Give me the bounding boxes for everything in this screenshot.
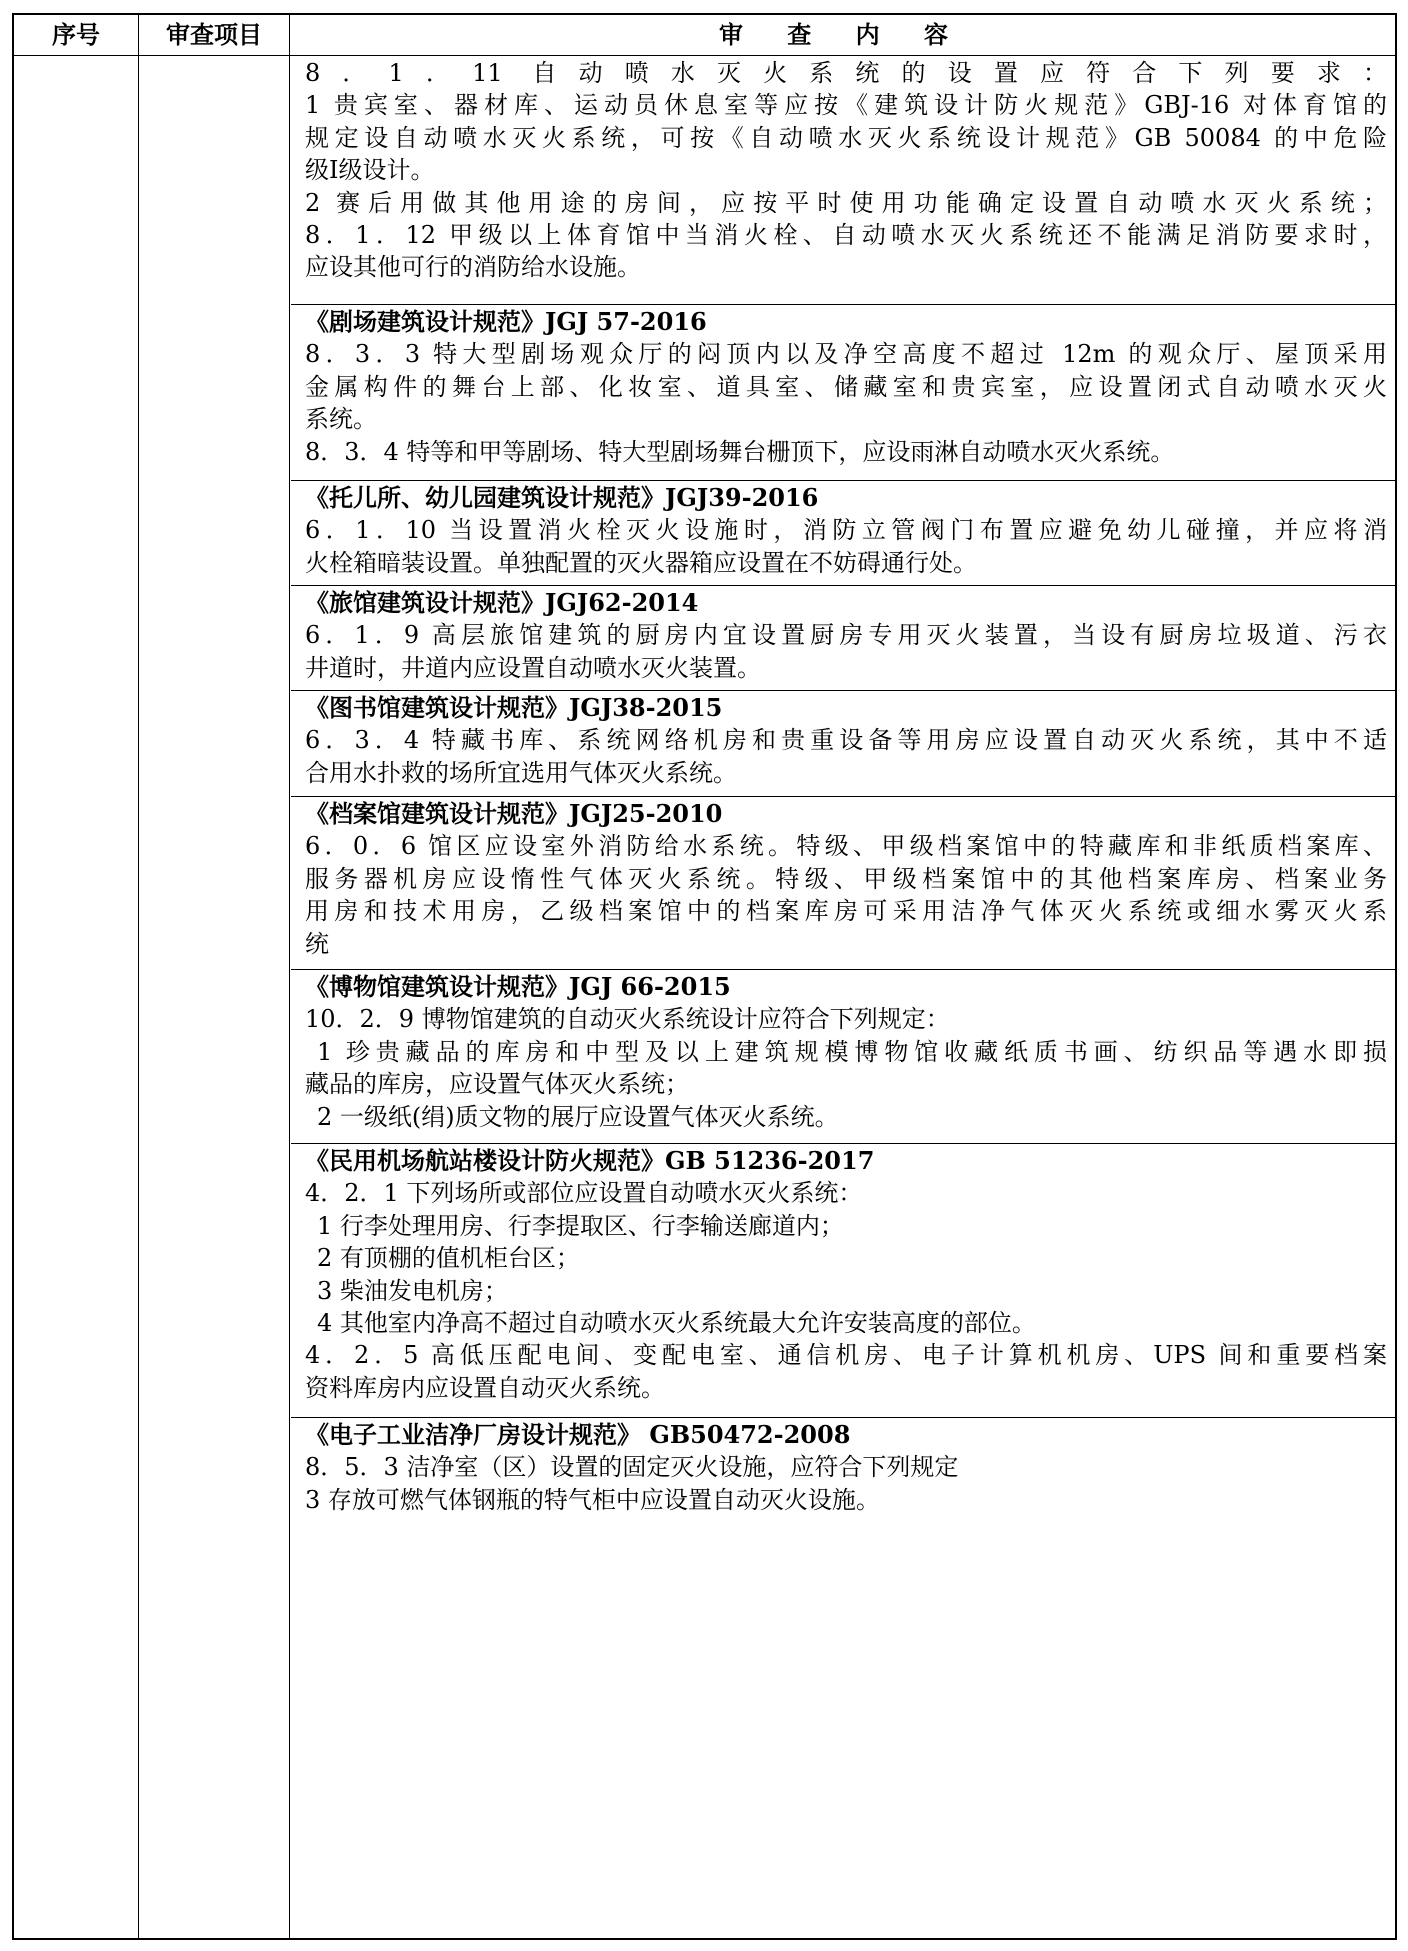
column-divider [289,15,290,1938]
clause-line: 8．3．4 特等和甲等剧场、特大型剧场舞台栅顶下，应设雨淋自动喷水灭火系统。 [305,437,1175,466]
clause-line: 系统。 [305,405,377,434]
clause-line: 6．1．10 当设置消火栓灭火设施时，消防立管阀门布置应避免幼儿碰撞，并应将消 [305,516,1387,545]
clause-line: 8．1．12 甲级以上体育馆中当消火栓、自动喷水灭火系统还不能满足消防要求时， [305,221,1387,250]
regulation-section [291,797,1395,970]
regulation-title: 《博物馆建筑设计规范》JGJ 66-2015 [305,972,731,1001]
clause-line: 4．2．1 下列场所或部位应设置自动喷水灭火系统： [305,1179,863,1208]
clause-line: 规定设自动喷水灭火系统，可按《自动喷水灭火系统设计规范》GB 50084 的中危险 [305,123,1387,152]
clause-line: 井道时，井道内应设置自动喷水灭火装置。 [305,653,761,682]
clause-line: 2 赛后用做其他用途的房间，应按平时使用功能确定设置自动喷水灭火系统； [305,188,1387,217]
clause-line: 2 一级纸(绢)质文物的展厅应设置气体灭火系统。 [317,1102,839,1131]
clause-line: 1 珍贵藏品的库房和中型及以上建筑规模博物馆收藏纸质书画、纺织品等遇水即损 [317,1037,1387,1066]
clause-line: 服务器机房应设惰性气体灭火系统。特级、甲级档案馆中的其他档案库房、档案业务 [305,864,1387,893]
clause-line: 8．5．3 洁净室（区）设置的固定灭火设施，应符合下列规定 [305,1453,959,1482]
regulation-section [291,1144,1395,1418]
clause-line: 藏品的库房，应设置气体灭火系统； [305,1070,689,1099]
clause-line: 3 存放可燃气体钢瓶的特气柜中应设置自动灭火设施。 [305,1485,880,1514]
clause-line: 3 柴油发电机房； [317,1276,508,1305]
header-review-content: 审 查 内 容 [718,21,967,49]
clause-line: 应设其他可行的消防给水设施。 [305,253,641,282]
regulation-title: 《档案馆建筑设计规范》JGJ25-2010 [305,799,723,828]
clause-line: 2 有顶棚的值机柜台区； [317,1244,580,1273]
regulation-title: 《托儿所、幼儿园建筑设计规范》JGJ39-2016 [305,483,819,512]
clause-line: 统 [305,929,329,958]
regulation-title: 《民用机场航站楼设计防火规范》GB 51236-2017 [305,1146,875,1175]
clause-line: 1 贵宾室、器材库、运动员休息室等应按《建筑设计防火规范》GBJ-16 对体育馆的 [305,91,1387,120]
clause-line: 6．3．4 特藏书库、系统网络机房和贵重设备等用房应设置自动灭火系统，其中不适 [305,726,1387,755]
table-header [14,15,1395,56]
clause-line: 火栓箱暗装设置。单独配置的灭火器箱应设置在不妨碍通行处。 [305,548,977,577]
clause-line: 8．3．3 特大型剧场观众厅的闷顶内以及净空高度不超过 12m 的观众厅、屋顶采用 [305,340,1387,369]
clause-line: 6．0．6 馆区应设室外消防给水系统。特级、甲级档案馆中的特藏库和非纸质档案库、 [305,832,1387,861]
column-divider [138,15,139,1938]
regulation-title: 《剧场建筑设计规范》JGJ 57-2016 [305,307,707,336]
regulation-section [291,970,1395,1144]
clause-line: 级Ⅰ级设计。 [305,156,435,185]
clause-line: 金属构件的舞台上部、化妆室、道具室、储藏室和贵宾室，应设置闭式自动喷水灭火 [305,372,1387,401]
regulation-section [291,305,1395,481]
clause-line: 8．1．11 自动喷水灭火系统的设置应符合下列要求： [305,59,1387,87]
regulation-title: 《旅馆建筑设计规范》JGJ62-2014 [305,588,699,617]
clause-line: 用房和技术用房，乙级档案馆中的档案库房可采用洁净气体灭火系统或细水雾灭火系 [305,897,1387,926]
review-content-column [291,56,1395,1938]
clause-line: 资料库房内应设置自动灭火系统。 [305,1373,665,1402]
regulation-section [291,481,1395,586]
clause-line: 4 其他室内净高不超过自动喷水灭火系统最大允许安装高度的部位。 [317,1309,1036,1338]
review-table [12,13,1397,1940]
clause-line: 10．2．9 博物馆建筑的自动灭火系统设计应符合下列规定： [305,1005,950,1034]
regulation-section [291,586,1395,691]
regulation-title: 《图书馆建筑设计规范》JGJ38-2015 [305,693,723,722]
clause-line: 6．1．9 高层旅馆建筑的厨房内宜设置厨房专用灭火装置，当设有厨房垃圾道、污衣 [305,621,1387,650]
header-serial-number: 序号 [52,21,100,49]
clause-line: 4．2．5 高低压配电间、变配电室、通信机房、电子计算机机房、UPS 间和重要档案 [305,1341,1387,1370]
regulation-section [291,56,1395,305]
regulation-title: 《电子工业洁净厂房设计规范》 GB50472-2008 [305,1420,851,1449]
regulation-section [291,691,1395,797]
header-review-item: 审查项目 [166,21,262,49]
clause-line: 合用水扑救的场所宜选用气体灭火系统。 [305,758,737,787]
clause-line: 1 行李处理用房、行李提取区、行李输送廊道内； [317,1211,844,1240]
regulation-section [291,1418,1395,1518]
